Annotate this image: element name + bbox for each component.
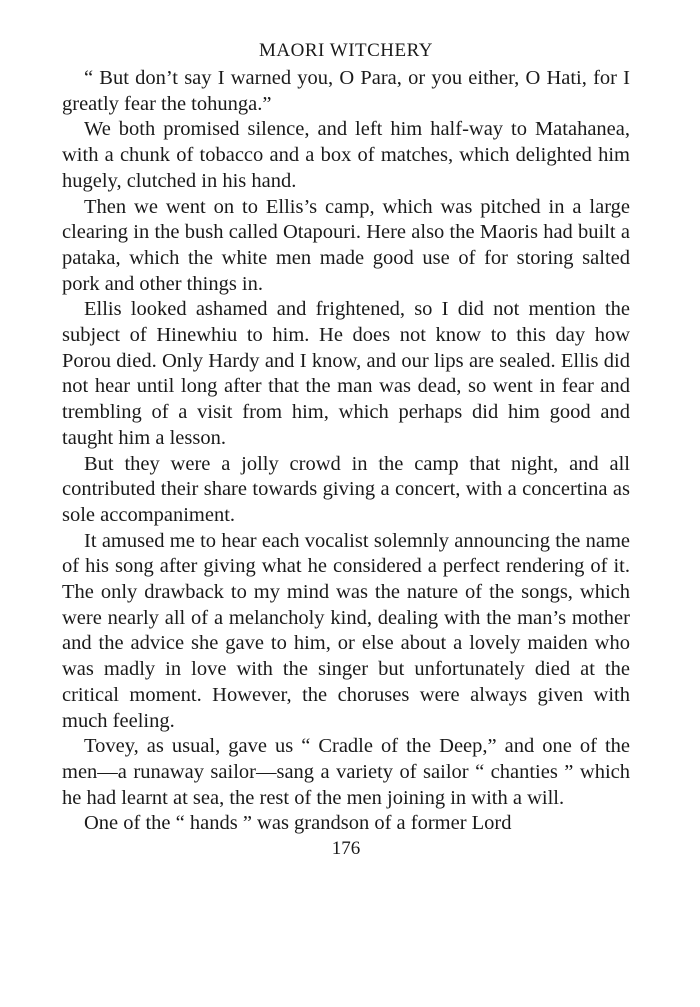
- paragraph: “ But don’t say I warned you, O Para, or you either, O Hati, for I greatly fear the tohunga.”: [62, 67, 630, 115]
- paragraph: Then we went on to Ellis’s camp, which was pitched in a large clearing in the bush called Otapouri. Here also the Maoris had built a pataka, which the white men made good use of for storing salted pork and other things in.: [62, 195, 630, 295]
- page-number: 176: [331, 838, 361, 860]
- paragraph: Tovey, as usual, gave us “ Cradle of the Deep,” and one of the men—a runaway sailor—sang a variety of sailor “ chanties ” which he had learnt at sea, the rest of the men joining in with a will.: [62, 735, 630, 809]
- running-head: MAORI WITCHERY: [259, 40, 433, 61]
- book-page: [62, 38, 630, 861]
- paragraph: It amused me to hear each vocalist solemnly announcing the name of his song after giving what he considered a perfect rendering of it. The only drawback to my mind was the nature of the songs, which were nearly all of a melancholy kind, dealing with the man’s mother and the advice she gave to him, or else about a lovely maiden who was madly in love with the singer but unfortunately died at the critical moment. However, the choruses were always given with much feeling.: [62, 529, 630, 732]
- paragraph: One of the “ hands ” was grandson of a former Lord: [84, 812, 512, 835]
- paragraph: Ellis looked ashamed and frightened, so I did not mention the subject of Hinewhiu to him. He does not know to this day how Porou died. Only Hardy and I know, and our lips are sealed. Ellis did not hear until long after that the man was dead, so went in fear and trembling of a visit from him, which perhaps did him good and taught him a lesson.: [62, 298, 630, 449]
- body-text: [62, 66, 630, 837]
- paragraph: But they were a jolly crowd in the camp that night, and all contributed their share towards giving a concert, with a concertina as sole accompaniment.: [62, 452, 630, 526]
- paragraph: We both promised silence, and left him half-way to Matahanea, with a chunk of tobacco and a box of matches, which delighted him hugely, clutched in his hand.: [62, 118, 630, 192]
